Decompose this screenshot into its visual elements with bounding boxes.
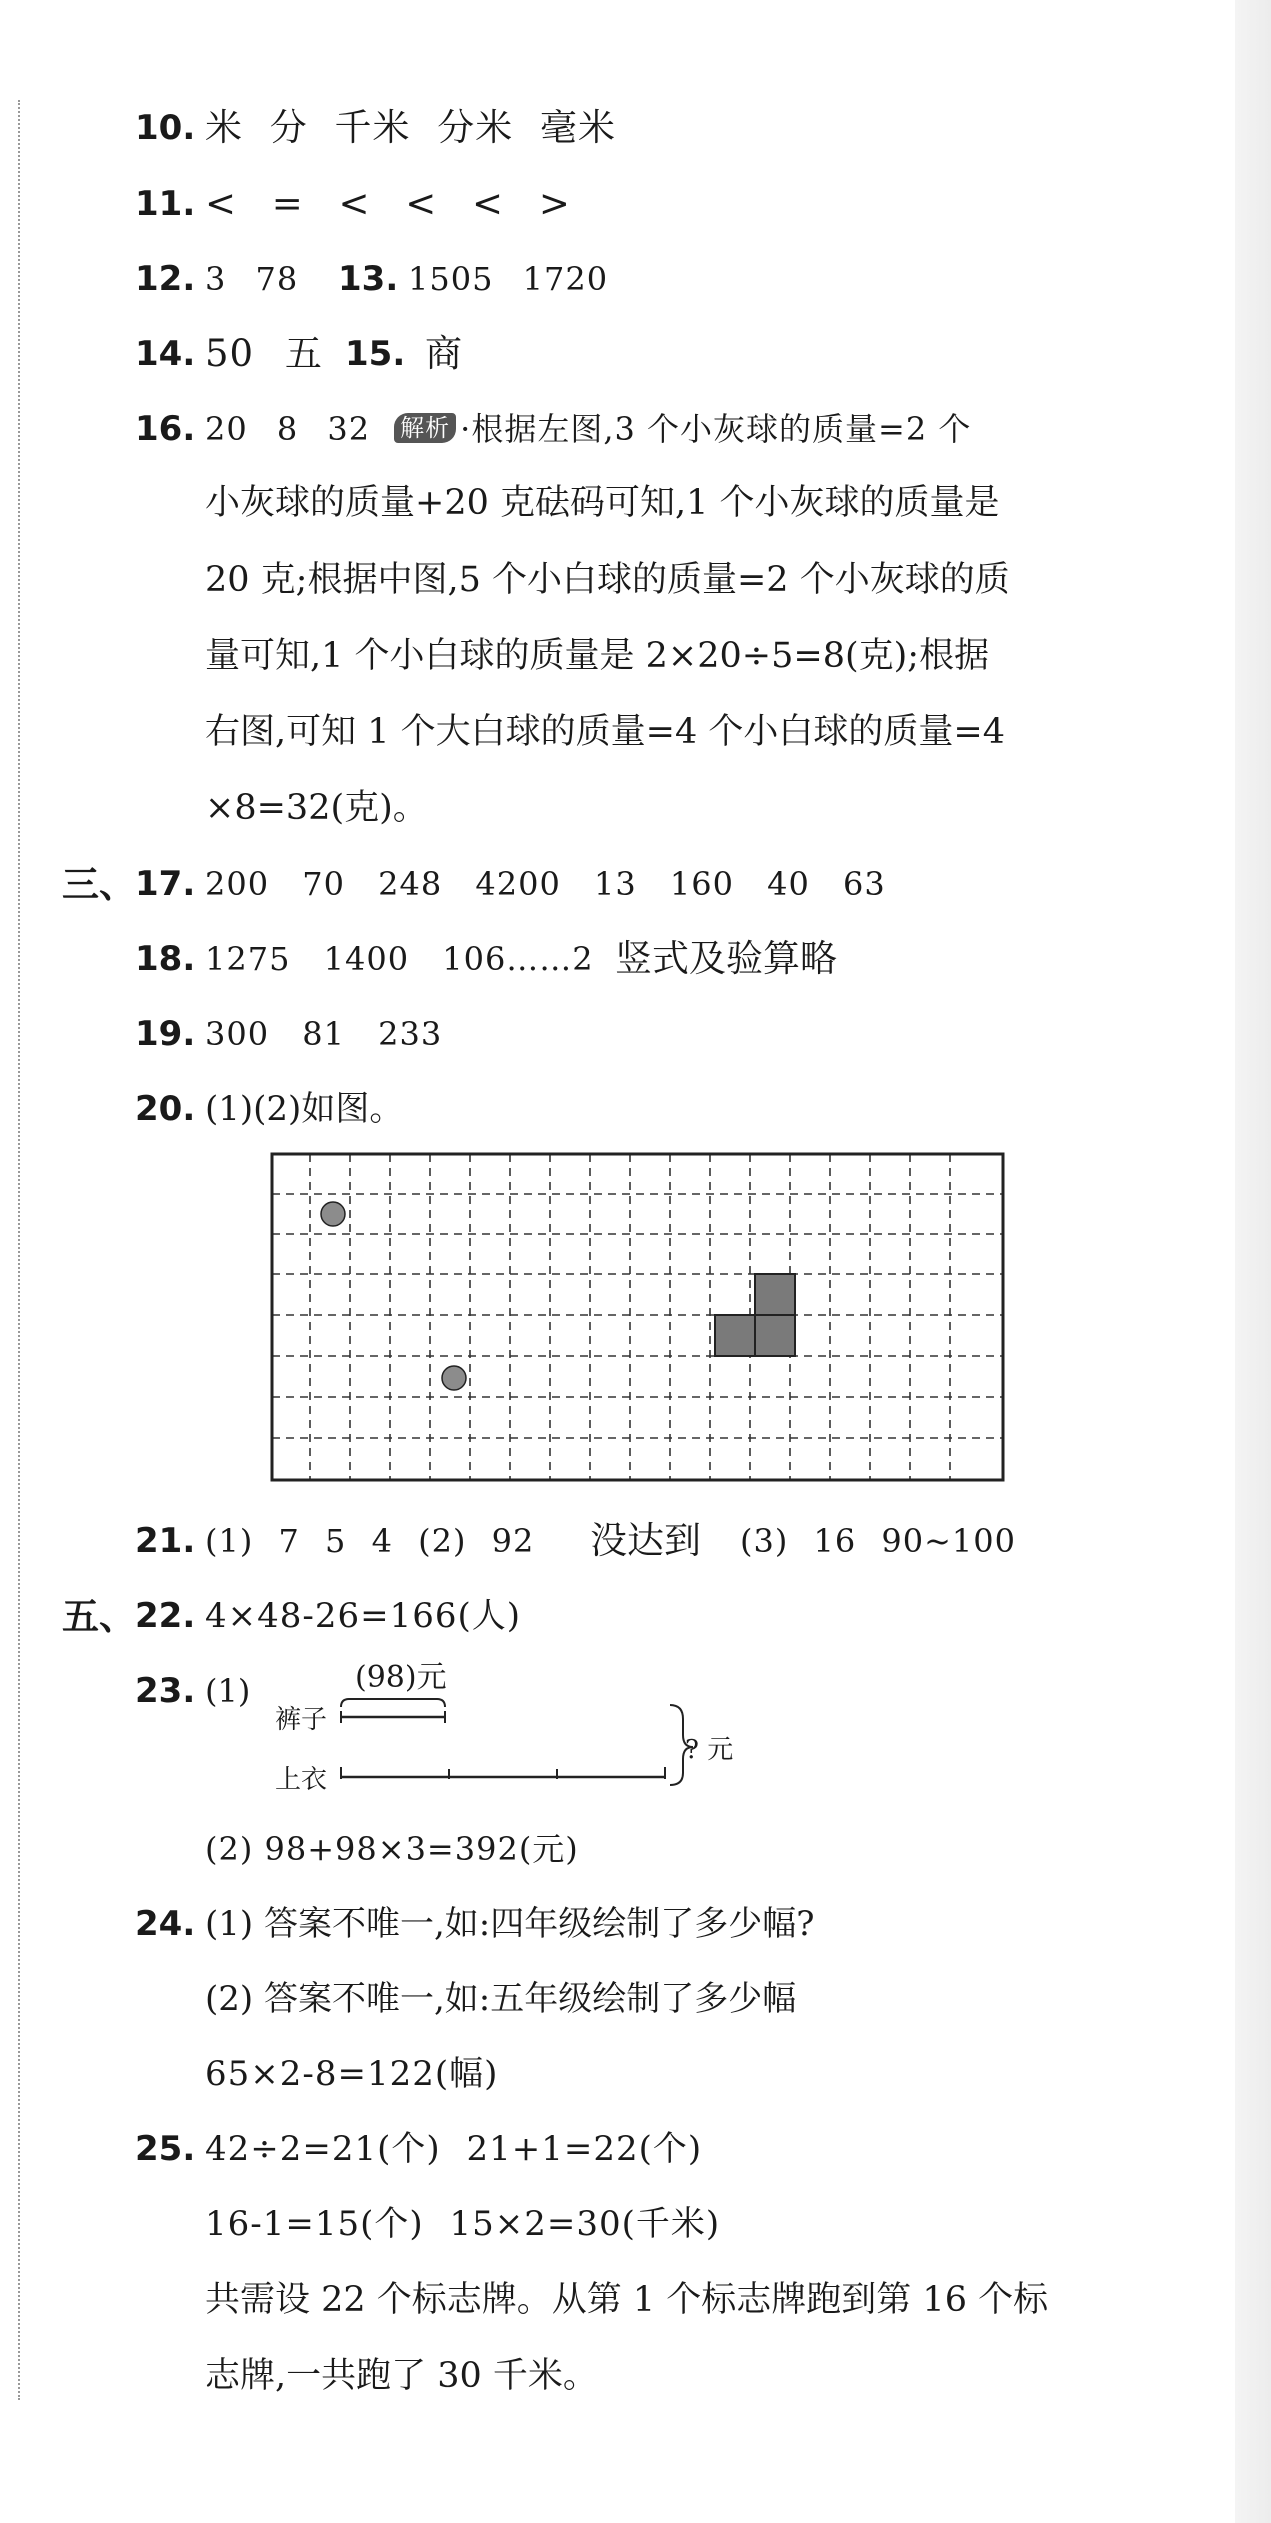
q20-answer: (1)(2)如图。 bbox=[205, 1089, 404, 1129]
q16-answer: 20 8 32 bbox=[205, 410, 371, 448]
q12-number: 12. bbox=[135, 259, 196, 299]
diagram-row2-label: 上衣 bbox=[275, 1765, 328, 1795]
shaded-square-right bbox=[755, 1315, 795, 1356]
q19-number: 19. bbox=[135, 1014, 196, 1054]
q16-line-0: 20 8 32 解析 ·根据左图,3 个小灰球的质量=2 个 bbox=[205, 410, 972, 448]
q14-number: 14. bbox=[135, 334, 196, 374]
q25-line1: 42÷2=21(个) 21+1=22(个) bbox=[205, 2129, 703, 2169]
section-three-label: 三、 bbox=[62, 862, 136, 906]
q23-part2: (2) 98+98×3=392(元) bbox=[205, 1830, 579, 1868]
q22-number: 22. bbox=[135, 1596, 196, 1636]
q25-line3: 共需设 22 个标志牌。从第 1 个标志牌跑到第 16 个标 bbox=[205, 2280, 1049, 2320]
diagram-row1-label: 裤子 bbox=[275, 1705, 328, 1735]
q24-line2: (2) 答案不唯一,如:五年级绘制了多少幅 bbox=[205, 1979, 797, 2019]
q11-number: 11. bbox=[135, 184, 196, 224]
q16-explain-1: 小灰球的质量+20 克砝码可知,1 个小灰球的质量是 bbox=[205, 483, 1000, 523]
total-brace bbox=[670, 1705, 693, 1785]
line-segment-diagram bbox=[265, 1655, 785, 1805]
q17-number: 17. bbox=[135, 864, 196, 904]
binding-margin-line bbox=[18, 100, 20, 2400]
shaded-square-top bbox=[755, 1274, 795, 1315]
q17-answer: 200 70 248 4200 13 160 40 63 bbox=[205, 865, 886, 903]
q16-explain-0: 根据左图,3 个小灰球的质量=2 个 bbox=[471, 410, 972, 448]
q25-line4: 志牌,一共跑了 30 千米。 bbox=[205, 2356, 598, 2396]
q11-answer: < = < < < > bbox=[205, 182, 571, 225]
q13-answer: 1505 1720 bbox=[408, 260, 609, 298]
q24-line1: (1) 答案不唯一,如:四年级绘制了多少幅? bbox=[205, 1904, 815, 1944]
q10-number: 10. bbox=[135, 108, 196, 148]
q16-explain-3: 量可知,1 个小白球的质量是 2×20÷5=8(克);根据 bbox=[205, 636, 990, 676]
dashed-grid-lines bbox=[272, 1154, 1003, 1480]
q15-number: 15. bbox=[345, 334, 406, 374]
q21-answer: (1) 7 5 4 (2) 92 bbox=[205, 1522, 535, 1560]
q16-explain-4: 右图,可知 1 个大白球的质量=4 个小白球的质量=4 bbox=[205, 712, 1005, 752]
diagram-top-label: (98)元 bbox=[355, 1660, 447, 1695]
q16-number: 16. bbox=[135, 409, 196, 449]
shaded-square-left bbox=[715, 1315, 755, 1356]
q22-answer: 4×48-26=166(人) bbox=[205, 1596, 522, 1636]
q10-answer: 米 分 千米 分米 毫米 bbox=[205, 106, 617, 149]
q18-note: 竖式及验算略 bbox=[615, 937, 837, 980]
q21-end: (3) 16 90~100 bbox=[740, 1522, 1016, 1560]
q25-line2: 16-1=15(个) 15×2=30(千米) bbox=[205, 2204, 721, 2244]
diagram-segments bbox=[265, 1655, 785, 1805]
diagram-right-label: ? 元 bbox=[685, 1735, 734, 1765]
q13-number: 13. bbox=[338, 259, 399, 299]
page-edge-shadow bbox=[1235, 0, 1271, 2523]
q21-mid: 没达到 bbox=[590, 1519, 701, 1562]
q24-number: 24. bbox=[135, 1904, 196, 1944]
analysis-badge: 解析 bbox=[394, 413, 456, 443]
q16-explain-2: 20 克;根据中图,5 个小白球的质量=2 个小灰球的质 bbox=[205, 560, 1010, 600]
gray-dot-lower bbox=[442, 1366, 466, 1390]
q16-explain-5: ×8=32(克)。 bbox=[205, 788, 428, 828]
q18-number: 18. bbox=[135, 939, 196, 979]
q21-number: 21. bbox=[135, 1521, 196, 1561]
section-five-label: 五、 bbox=[62, 1594, 136, 1638]
q15-answer: 商 bbox=[425, 332, 463, 375]
q18-answer: 1275 1400 106……2 bbox=[205, 940, 594, 978]
q25-number: 25. bbox=[135, 2129, 196, 2169]
q23-number: 23. bbox=[135, 1671, 196, 1711]
q12-answer: 3 78 bbox=[205, 260, 299, 298]
q19-answer: 300 81 233 bbox=[205, 1015, 443, 1053]
dot-grid-figure bbox=[270, 1152, 1005, 1482]
q23-part1: (1) bbox=[205, 1672, 251, 1710]
grid-border bbox=[272, 1154, 1003, 1480]
q20-number: 20. bbox=[135, 1089, 196, 1129]
gray-dot-upper bbox=[321, 1202, 345, 1226]
q14-answer: 50 五 bbox=[205, 332, 323, 375]
q24-line3: 65×2-8=122(幅) bbox=[205, 2054, 499, 2094]
pants-brace bbox=[341, 1699, 445, 1707]
